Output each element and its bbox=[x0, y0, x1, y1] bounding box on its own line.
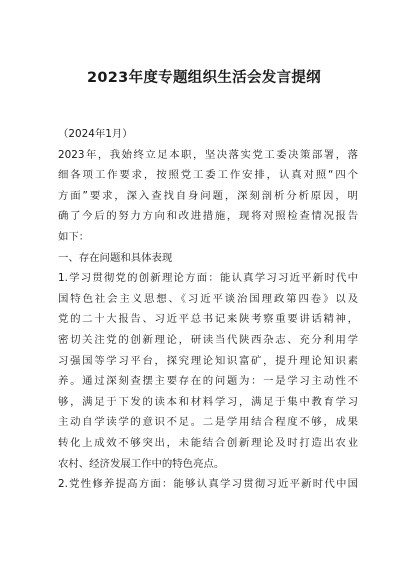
paragraph-line: 密切关注党的创新理论，研读当代陕西杂志、充分利用学 bbox=[58, 333, 358, 346]
paragraph-line: 国特色社会主义思想、《习近平谈治国理政第四卷》以及 bbox=[58, 292, 358, 305]
paragraph-line: 主动自学读学的意识不足。二是学用结合程度不够，成果 bbox=[58, 416, 358, 429]
paragraph-line: 确了今后的努力方向和改进措施，现将对照检查情况报告 bbox=[58, 210, 358, 223]
paragraph-line: 2.党性修养提高方面：能够认真学习贯彻习近平新时代中国 bbox=[58, 478, 358, 491]
paragraph-line: 方面”要求，深入查找自身问题，深刻剖析分析原因，明 bbox=[58, 189, 358, 202]
date-line: （2024年1月） bbox=[58, 128, 133, 140]
paragraph-line: 转化上成效不够突出，未能结合创新理论及时打造出农业 bbox=[58, 436, 358, 449]
section-heading: 一、存在问题和具体表现 bbox=[58, 251, 173, 264]
paragraph-line: 1.学习贯彻党的创新理论方面：能认真学习习近平新时代中 bbox=[58, 272, 358, 285]
paragraph-line: 够，满足于下发的读本和材料学习，满足于集中教育学习 bbox=[58, 395, 358, 408]
paragraph-line: 如下： bbox=[58, 230, 90, 243]
paragraph-line: 2023年，我始终立足本职，坚决落实党工委决策部署，落 bbox=[58, 148, 358, 161]
paragraph-line: 细各项工作要求，按照党工委工作安排，认真对照“四个 bbox=[58, 169, 358, 182]
document-body bbox=[58, 124, 358, 495]
paragraph-line: 养。通过深刻查摆主要存在的问题为：一是学习主动性不 bbox=[58, 375, 358, 388]
paragraph-line: 党的二十大报告、习近平总书记来陕考察重要讲话精神， bbox=[58, 313, 358, 326]
document-title: 2023年度专题组织生活会发言提纲 bbox=[87, 70, 321, 86]
paragraph-line: 农村、经济发展工作中的特色亮点。 bbox=[58, 457, 225, 470]
paragraph-line: 习强国等学习平台，探究理论知识富矿，提升理论知识素 bbox=[58, 354, 358, 367]
